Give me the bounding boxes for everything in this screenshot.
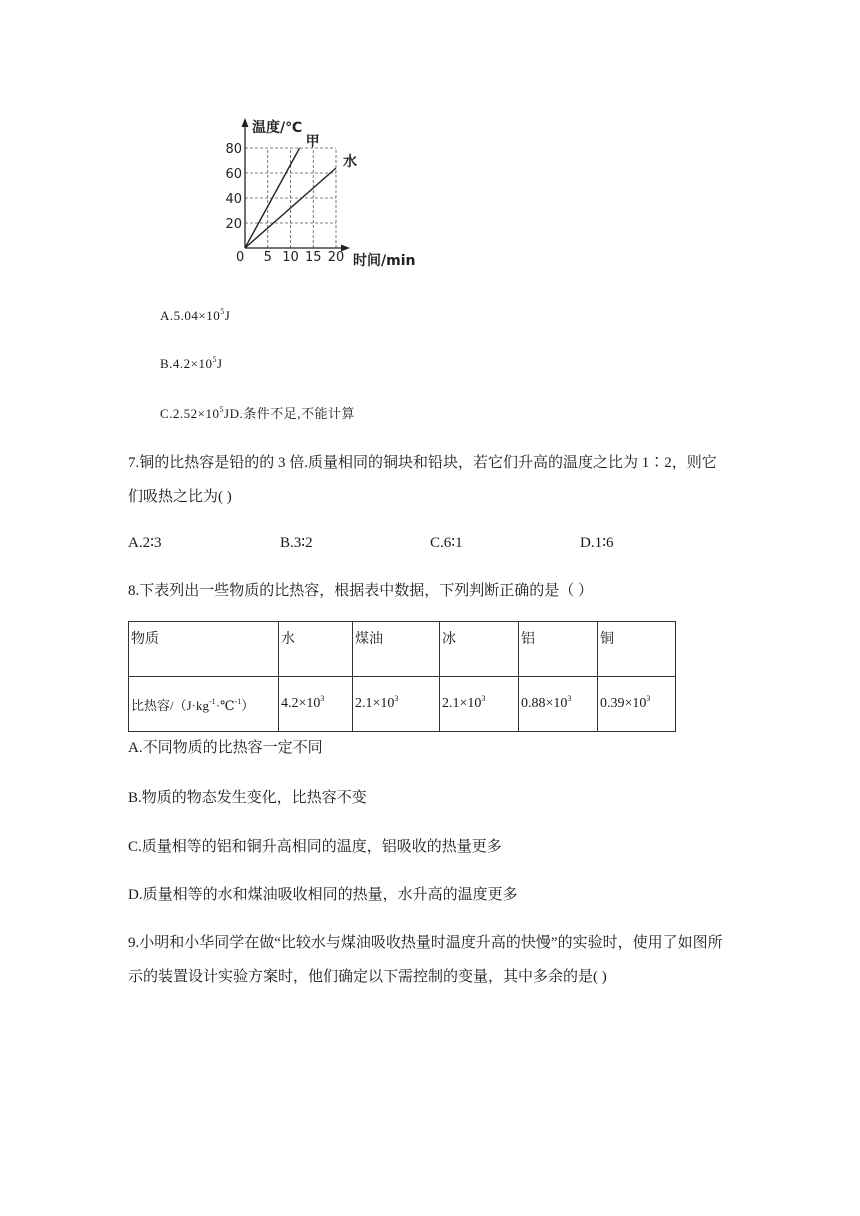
option-b-text: B.4.2×10 xyxy=(160,356,213,371)
table-cell xyxy=(598,677,676,732)
table-header-cell: 铝 xyxy=(519,622,598,677)
series-label: 甲 xyxy=(305,134,320,150)
y-tick-label: 20 xyxy=(225,217,242,232)
y-tick-label: 80 xyxy=(225,142,242,157)
table-header-cell: 水 xyxy=(279,622,353,677)
cell-exp: 3 xyxy=(567,694,572,703)
row-label-exp1: -1 xyxy=(209,696,216,706)
x-tick-label: 15 xyxy=(304,250,322,265)
origin-label: 0 xyxy=(236,250,245,265)
row-label-end: ） xyxy=(241,697,255,713)
row-label-text: 比热容/（J·kg xyxy=(131,697,210,713)
table-header-cell: 物质 xyxy=(129,622,279,677)
series-label: 水 xyxy=(343,154,357,170)
q7-option-b[interactable]: B.3∶2 xyxy=(280,535,313,551)
chart-grid xyxy=(245,148,336,248)
cell-value: 2.1×10 xyxy=(355,696,395,711)
option-a-exponent: 5 xyxy=(220,307,225,316)
option-b-exponent: 5 xyxy=(212,355,218,364)
q7-stem-line1: 7.铜的比热容是铅的的 3 倍.质量相同的铜块和铅块，若它们升高的温度之比为 1∶2，则它 xyxy=(128,455,717,471)
q9-stem-line1: 9.小明和小华同学在做“比较水与煤油吸收热量时温度升高的快慢”的实验时，使用了如图所 xyxy=(128,935,723,951)
table-row-label xyxy=(129,677,279,732)
table-header-row xyxy=(129,622,676,677)
table-header-cell: 煤油 xyxy=(353,622,440,677)
row-label-exp2: -1 xyxy=(234,696,242,706)
q9-stem-line2: 示的装置设计实验方案时，他们确定以下需控制的变量，其中多余的是( ) xyxy=(128,969,607,985)
option-c-unit: JD.条件不足,不能计算 xyxy=(224,406,355,421)
cell-value: 4.2×10 xyxy=(281,696,321,711)
table-cell xyxy=(353,677,440,732)
q8-option-b[interactable]: B.物质的物态发生变化，比热容不变 xyxy=(128,790,367,806)
cell-exp: 3 xyxy=(646,694,651,703)
option-b-unit: J xyxy=(217,356,223,371)
q6-option-a[interactable] xyxy=(160,308,230,324)
cell-exp: 3 xyxy=(394,694,399,703)
q6-option-c[interactable] xyxy=(160,403,355,422)
chart-axes xyxy=(242,118,351,252)
q7-stem-line2: 们吸热之比为( ) xyxy=(128,489,232,505)
x-axis-label: 时间/min xyxy=(353,253,416,269)
x-tick-label: 10 xyxy=(282,250,299,265)
q8-stem: 8.下表列出一些物质的比热容，根据表中数据，下列判断正确的是（ ） xyxy=(128,583,594,599)
y-tick-label: 40 xyxy=(225,192,242,207)
table-row xyxy=(129,677,676,732)
y-axis-arrow xyxy=(242,118,249,127)
y-tick-label: 60 xyxy=(225,167,242,182)
q8-option-a[interactable]: A.不同物质的比热容一定不同 xyxy=(128,740,323,756)
row-label-mid: ·℃ xyxy=(215,697,235,713)
table-cell xyxy=(279,677,353,732)
cell-value: 0.88×10 xyxy=(521,696,568,711)
cell-exp: 3 xyxy=(481,694,486,703)
q7-option-a[interactable]: A.2∶3 xyxy=(128,535,162,551)
y-axis-label: 温度/℃ xyxy=(252,120,303,136)
option-c-exponent: 5 xyxy=(219,405,225,414)
cell-value: 0.39×10 xyxy=(600,696,647,711)
x-tick-label: 5 xyxy=(263,250,272,265)
table-cell xyxy=(519,677,598,732)
option-a-text: A.5.04×10 xyxy=(160,308,221,323)
chart-labels xyxy=(225,119,415,269)
table-cell xyxy=(440,677,519,732)
q8-option-d[interactable]: D.质量相等的水和煤油吸收相同的热量，水升高的温度更多 xyxy=(128,887,518,903)
table-header-cell: 铜 xyxy=(598,622,676,677)
q7-option-d[interactable]: D.1∶6 xyxy=(580,535,614,551)
option-a-unit: J xyxy=(224,308,231,323)
q6-option-b[interactable] xyxy=(160,356,223,372)
x-tick-label: 20 xyxy=(327,250,345,265)
table-header-cell: 冰 xyxy=(440,622,519,677)
cell-value: 2.1×10 xyxy=(442,696,482,711)
q8-option-c[interactable]: C.质量相等的铝和铜升高相同的温度，铝吸收的热量更多 xyxy=(128,839,502,855)
option-c-text: C.2.52×10 xyxy=(160,406,220,421)
temperature-time-chart xyxy=(210,110,440,275)
q7-option-c[interactable]: C.6∶1 xyxy=(430,535,463,551)
specific-heat-table xyxy=(128,621,676,732)
cell-exp: 3 xyxy=(320,694,325,703)
